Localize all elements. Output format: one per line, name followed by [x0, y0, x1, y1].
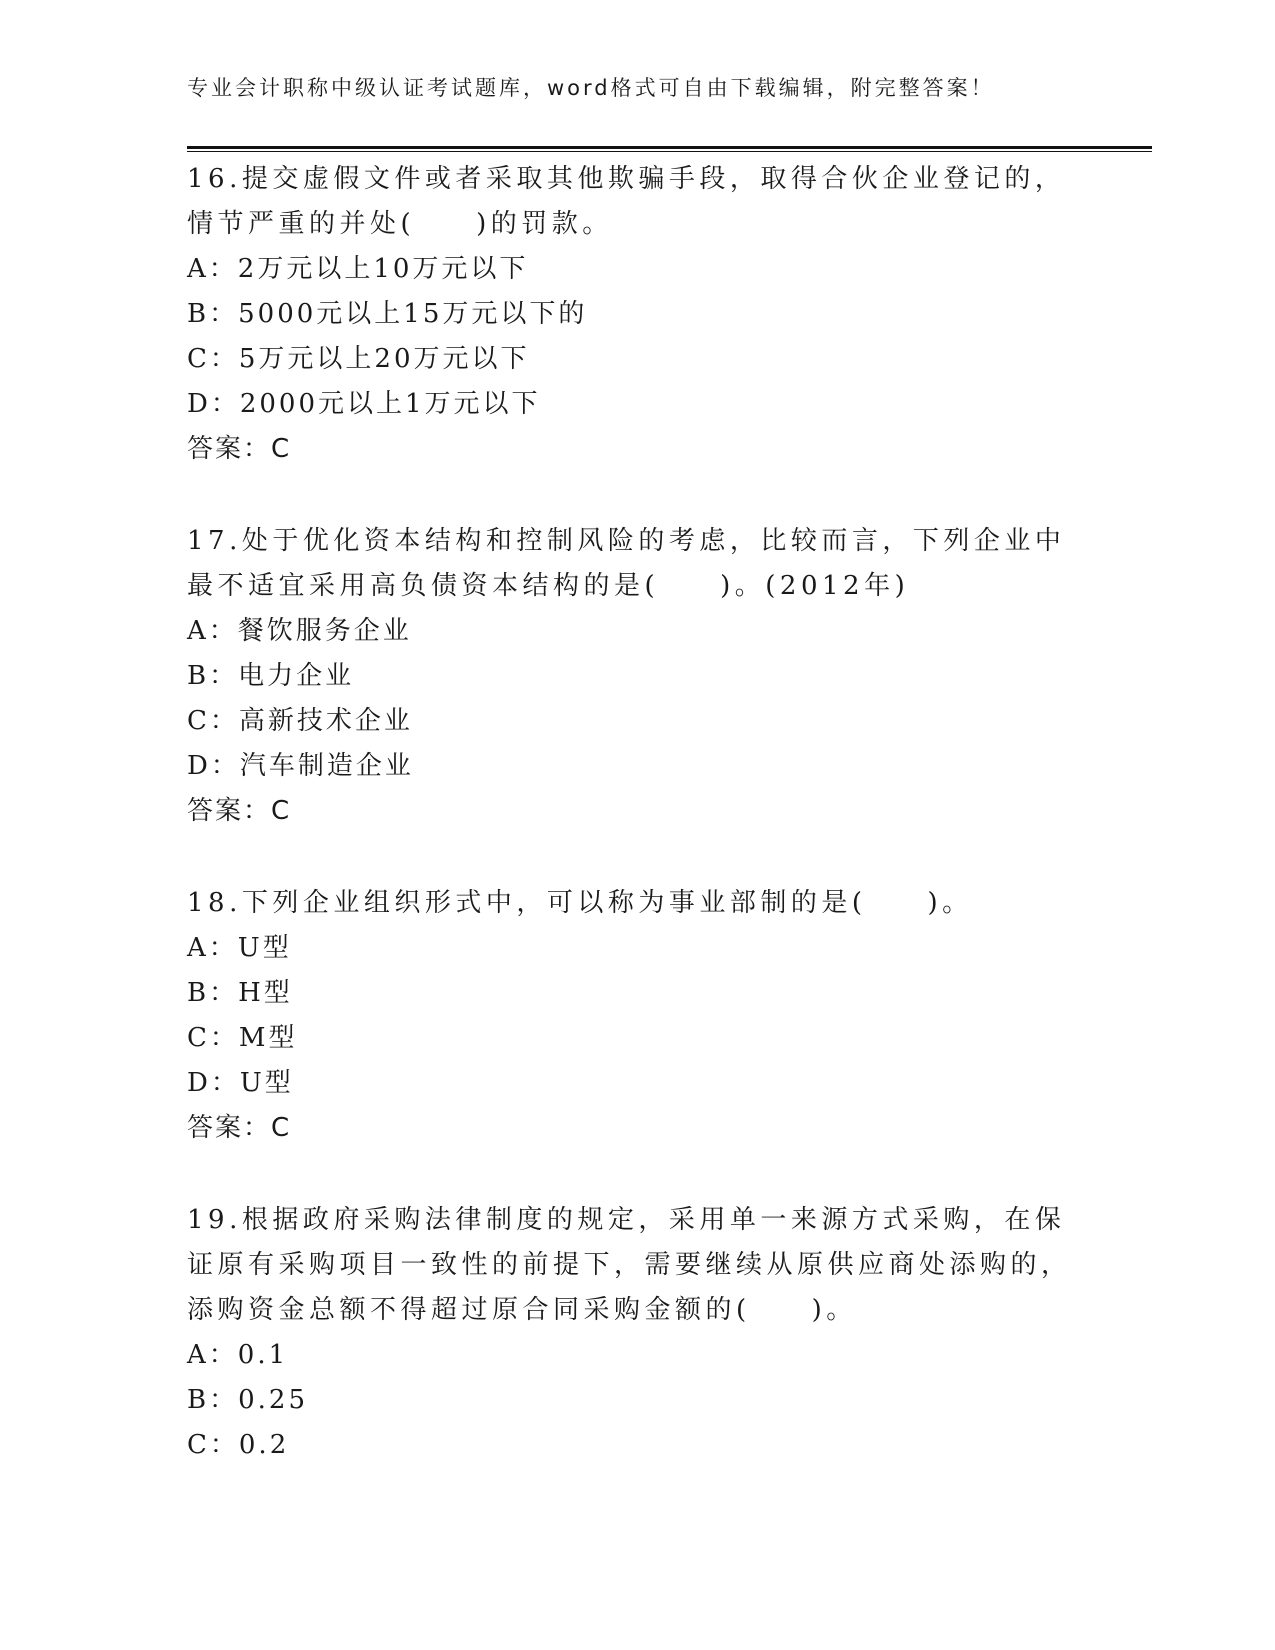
option-c: C：高新技术企业	[187, 706, 413, 736]
option-d: D：汽车制造企业	[187, 751, 414, 781]
option-d: D：2000元以上1万元以下	[187, 389, 541, 419]
option-a: A：U型	[187, 933, 292, 963]
question-18	[187, 881, 1087, 1151]
page-header: 专业会计职称中级认证考试题库，word格式可自由下载编辑，附完整答案！	[187, 76, 995, 100]
option-a: A：0.1	[187, 1340, 289, 1370]
option-b: B：H型	[187, 978, 293, 1008]
question-16	[187, 157, 1087, 472]
option-b: B：5000元以上15万元以下的	[187, 299, 588, 329]
option-b: B：0.25	[187, 1385, 308, 1415]
header-rule-thick	[187, 146, 1152, 149]
question-17	[187, 519, 1087, 834]
option-d: D：U型	[187, 1068, 294, 1098]
question-stem: 19.根据政府采购法律制度的规定，采用单一来源方式采购，在保证原有采购项目一致性的前提下，需要继续从原供应商处添购的，添购资金总额不得超过原合同采购金额的( )。	[187, 1205, 1072, 1325]
option-b: B：电力企业	[187, 661, 355, 691]
header-rule-thin	[187, 151, 1152, 152]
answer: 答案：C	[187, 434, 292, 464]
answer: 答案：C	[187, 1113, 292, 1143]
option-c: C：0.2	[187, 1430, 290, 1460]
question-stem: 18.下列企业组织形式中，可以称为事业部制的是( )。	[187, 888, 973, 918]
answer: 答案：C	[187, 796, 292, 826]
option-c: C：5万元以上20万元以下	[187, 344, 530, 374]
question-list	[187, 157, 1087, 1515]
question-19	[187, 1198, 1087, 1468]
option-a: A：餐饮服务企业	[187, 616, 412, 646]
option-a: A：2万元以上10万元以下	[187, 254, 529, 284]
option-c: C：M型	[187, 1023, 298, 1053]
question-stem: 17.处于优化资本结构和控制风险的考虑，比较而言，下列企业中最不适宜采用高负债资本结构的是( )。(2012年)	[187, 526, 1066, 601]
question-stem: 16.提交虚假文件或者采取其他欺骗手段，取得合伙企业登记的，情节严重的并处( )的罚款。	[187, 164, 1066, 239]
